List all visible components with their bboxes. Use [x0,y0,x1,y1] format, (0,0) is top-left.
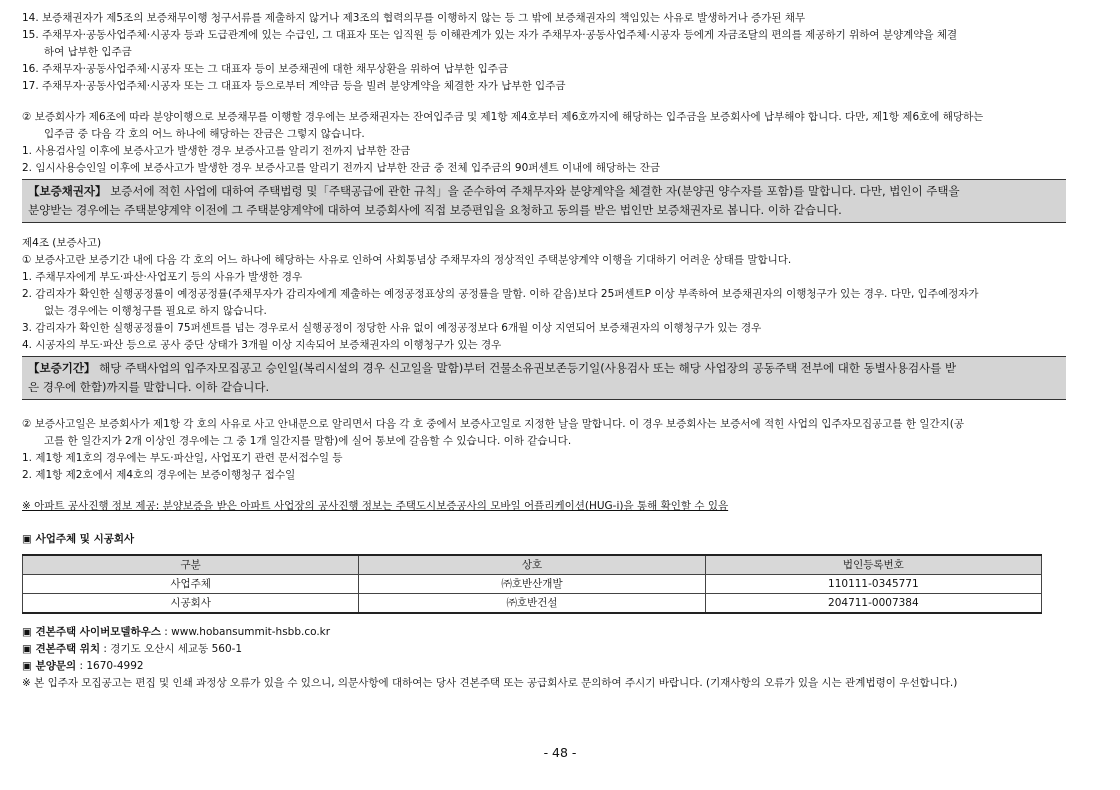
company-section-title: ▣ 사업주체 및 시공회사 [22,533,135,545]
definition-text: 은 경우에 한함)까지를 말합니다. 이하 같습니다. [28,380,270,394]
disclaimer: ※ 본 입주자 모집공고는 편집 및 인쇄 과정상 오류가 있을 수 있으니, 의문사항에 대하여는 당사 견본주택 또는 공급회사로 문의하여 주시기 바랍니다. (기재사항의 오류가 있을 시는 관계법령이 우선합니다.) [22,677,958,689]
paragraph-line: 입주금 중 다음 각 호의 어느 하나에 해당하는 잔금은 그렇지 않습니다. [44,128,365,140]
column-header: 구분 [23,555,359,575]
table-cell: 204711-0007384 [705,594,1041,614]
table-cell: 시공회사 [23,594,359,614]
info-line-inquiry [22,658,1066,675]
page-number: - 48 - [543,745,577,760]
definition-box-guarantee-period [22,356,1066,400]
list-item: 17. 주채무자·공동사업주체·시공자 또는 그 대표자 등으로부터 계약금 등을 빌려 분양계약을 체결한 자가 납부한 입주금 [22,80,566,92]
table-cell: 사업주체 [23,575,359,594]
definition-text: 분양받는 경우에는 주택분양계약 이전에 그 주택분양계약에 대하여 보증회사에 직접 보증편입을 요청하고 동의를 받은 법인만 보증채권자로 봅니다. 이하 같습니다. [28,203,842,217]
table-header-row [23,555,1042,575]
list-item-continuation: 하여 납부한 입주금 [44,46,132,58]
list-item: 3. 감리자가 확인한 실행공정률이 75퍼센트를 넘는 경우로서 실행공정이 정당한 사유 없이 예정공정보다 6개월 이상 지연되어 보증채권자의 이행청구가 있는 경우 [22,322,762,334]
table-row [23,594,1042,614]
list-item: 15. 주채무자·공동사업주체·시공자 등과 도급관계에 있는 수급인, 그 대표자 또는 임직원 등 이해관계가 있는 자가 주채무자·공동사업주체·시공자 등에게 자금조달의 편의를 제공하기 위하여 분양계약을 체결 [22,29,958,41]
list-item: 14. 보증채권자가 제5조의 보증채무이행 청구서류를 제출하지 않거나 제3조의 협력의무를 이행하지 않는 등 그 밖에 보증채권자의 책임있는 사유로 발생하거나 증가된 채무 [22,12,806,24]
list-item: 2. 임시사용승인일 이후에 보증사고가 발생한 경우 보증사고를 알리기 전까지 납부한 잔금 중 전체 입주금의 90퍼센트 이내에 해당하는 잔금 [22,162,660,174]
paragraph-line: ② 보증회사가 제6조에 따라 분양이행으로 보증채무를 이행할 경우에는 보증채권자는 잔여입주금 및 제1항 제4호부터 제6호까지에 해당하는 입주금을 보증회사에 납부해야 합니다. 다만, 제1항 제6호에 해당하는 [22,111,984,123]
list-item: 4. 시공자의 부도·파산 등으로 공사 중단 상태가 3개월 이상 지속되어 보증채권자의 이행청구가 있는 경우 [22,339,502,351]
definition-box-guarantee-creditor [22,179,1066,223]
list-item: 1. 주채무자에게 부도·파산·사업포기 등의 사유가 발생한 경우 [22,271,303,283]
paragraph-line: ② 보증사고일은 보증회사가 제1항 각 호의 사유로 사고 안내문으로 알리면서 다음 각 호 중에서 보증사고일로 지정한 날을 말합니다. 이 경우 보증회사는 보증서에 적힌 사업의 입주자모집공고를 한 일간지(공 [22,418,965,430]
info-value: : 1670-4992 [76,660,144,672]
info-label: ▣ 분양문의 [22,660,77,672]
info-label: ▣ 견본주택 위치 [22,643,101,655]
definition-text: 해당 주택사업의 입주자모집공고 승인일(복리시설의 경우 신고일을 말함)부터 건물소유권보존등기일(사용검사 또는 해당 사업장의 공동주택 전부에 대한 동별사용검사를 받 [95,361,957,375]
table-cell: ㈜호반건설 [359,594,705,614]
definition-term: 【보증채권자】 [28,184,107,198]
column-header: 법인등록번호 [705,555,1041,575]
info-line-cyber-model-house [22,624,1066,641]
paragraph-line: ① 보증사고란 보증기간 내에 다음 각 호의 어느 하나에 해당하는 사유로 인하여 사회통념상 주채무자의 정상적인 주택분양계약 이행을 기대하기 어려운 상태를 말합니다. [22,254,792,266]
info-label: ▣ 견본주택 사이버모델하우스 [22,626,161,638]
list-item: 1. 제1항 제1호의 경우에는 부도·파산일, 사업포기 관련 문서접수일 등 [22,452,343,464]
info-value: : www.hobansummit-hsbb.co.kr [160,626,331,638]
definition-term: 【보증기간】 [28,361,96,375]
table-row [23,575,1042,594]
info-value: : 경기도 오산시 세교동 560-1 [100,643,243,655]
list-item: 2. 제1항 제2호에서 제4호의 경우에는 보증이행청구 접수일 [22,469,296,481]
list-item: 16. 주채무자·공동사업주체·시공자 또는 그 대표자 등이 보증채권에 대한 채무상환을 위하여 납부한 입주금 [22,63,509,75]
article-title: 제4조 (보증사고) [22,237,102,249]
list-item: 2. 감리자가 확인한 실행공정률이 예정공정률(주채무자가 감리자에게 제출하는 예정공정표상의 공정률을 말함. 이하 같음)보다 25퍼센트P 이상 부족하여 보증채권자의 이행청구가 있는 경우. 다만, 입주예정자가 [22,288,979,300]
document-page [22,10,1066,692]
paragraph-line: 고를 한 일간지가 2개 이상인 경우에는 그 중 1개 일간지를 말함)에 실어 통보에 갈음할 수 있습니다. 이하 같습니다. [44,435,572,447]
construction-info-notice: ※ 아파트 공사진행 정보 제공: 분양보증을 받은 아파트 사업장의 공사진행 정보는 주택도시보증공사의 모바일 어플리케이션(HUG-i)을 통해 확인할 수 있음 [22,500,729,512]
list-item: 1. 사용검사일 이후에 보증사고가 발생한 경우 보증사고를 알리기 전까지 납부한 잔금 [22,145,411,157]
info-line-model-house-location [22,641,1066,658]
table-cell: 110111-0345771 [705,575,1041,594]
definition-text: 보증서에 적힌 사업에 대하여 주택법령 및「주택공급에 관한 규칙」을 준수하여 주채무자와 분양계약을 체결한 자(분양권 양수자를 포함)를 말합니다. 다만, 법인이 주택을 [106,184,960,198]
company-table [22,554,1042,614]
column-header: 상호 [359,555,705,575]
table-cell: ㈜호반산개발 [359,575,705,594]
list-item-continuation: 없는 경우에는 이행청구를 필요로 하지 않습니다. [44,305,267,317]
